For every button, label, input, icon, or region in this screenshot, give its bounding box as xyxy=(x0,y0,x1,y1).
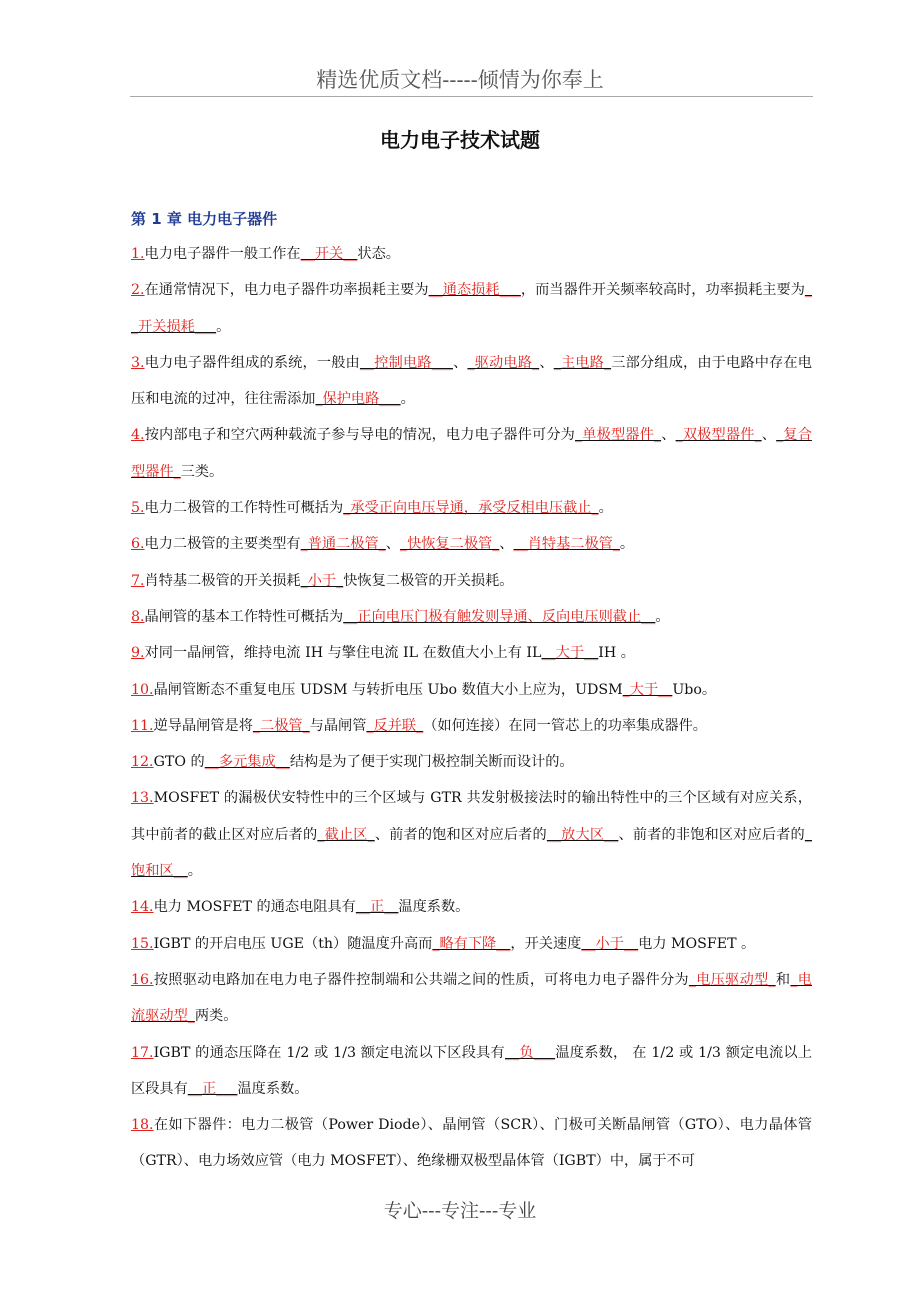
answer-blank: _截止区_ xyxy=(317,826,375,843)
question-text: 与晶闸管 xyxy=(309,717,367,734)
document-title: 电力电子技术试题 xyxy=(380,128,540,152)
question-text: 、 xyxy=(452,354,468,371)
answer-blank: _双极型器件_ xyxy=(675,427,762,444)
question-text: 晶闸管断态不重复电压 UDSM 与转折电压 Ubo 数值大小上应为，UDSM xyxy=(153,681,623,698)
page-header: 精选优质文档-----倾情为你奉上 xyxy=(316,68,604,92)
question-item xyxy=(131,635,812,671)
answer-blank: _小于_ xyxy=(300,572,344,589)
question-number: 6. xyxy=(131,536,145,553)
answer-blank: _单极型器件_ xyxy=(575,427,662,444)
answer-blank: _略有下降__ xyxy=(432,935,511,952)
answer-blank: __开关损耗___ xyxy=(131,282,812,335)
answer-blank: _二极管_ xyxy=(252,717,310,734)
question-text: 按内部电子和空穴两种载流子参与导电的情况，电力电子器件可分为 xyxy=(144,427,576,444)
question-item xyxy=(131,708,812,744)
question-text: 结构是为了便于实现门极控制关断而设计的。 xyxy=(289,754,574,771)
answer-blank: _快恢复二极管_ xyxy=(399,536,500,553)
answer-blank: _驱动电路_ xyxy=(467,354,540,371)
question-text: 三类。 xyxy=(180,463,224,480)
question-item xyxy=(131,563,812,599)
question-item xyxy=(131,417,812,490)
answer-blank: __肖特基二极管_ xyxy=(513,536,620,553)
question-item xyxy=(131,1107,812,1180)
question-text: 三部分组成，由于电路中存在电压和电流的过冲，往往需添加 xyxy=(131,354,812,408)
question-number: 2. xyxy=(131,282,145,299)
question-text: 。 xyxy=(187,863,202,880)
question-text: 、 xyxy=(539,354,554,371)
question-text: 温度系数， 在 1/2 或 1/3 额定电流以上区段具有 xyxy=(131,1044,813,1097)
question-text: 逆导晶闸管是将 xyxy=(153,717,253,734)
question-text: 快恢复二极管的开关损耗。 xyxy=(343,572,514,589)
question-text: 、 xyxy=(499,536,514,553)
question-item xyxy=(131,926,812,962)
question-number: 1. xyxy=(131,246,145,262)
question-text: 电力 MOSFET 。 xyxy=(638,935,756,952)
question-number: 7. xyxy=(131,572,145,589)
question-item xyxy=(131,599,812,635)
answer-blank: _反并联_ xyxy=(366,717,424,734)
question-text: ，开关速度 xyxy=(510,935,582,952)
question-text: 电力二极管的工作特性可概括为 xyxy=(144,500,344,517)
answer-blank: __开关__ xyxy=(300,246,358,262)
question-text: 。 xyxy=(655,608,670,625)
answer-blank: __放大区__ xyxy=(546,826,619,843)
question-text: 和 xyxy=(775,971,791,988)
answer-blank: __正__ xyxy=(355,899,399,916)
question-number: 16. xyxy=(131,971,154,988)
question-text: 晶闸管的基本工作特性可概括为 xyxy=(144,608,344,625)
question-text: 、 xyxy=(761,427,777,444)
question-number: 14. xyxy=(131,899,154,916)
question-text: 两类。 xyxy=(194,1008,238,1025)
question-item xyxy=(131,490,812,526)
answer-blank: _大于__ xyxy=(622,681,673,698)
question-item xyxy=(131,1035,812,1108)
chapter-heading: 第 1 章 电力电子器件 xyxy=(131,210,278,228)
question-text: IGBT 的通态压降在 1/2 或 1/3 额定电流以下区段具有 xyxy=(153,1044,505,1061)
header-divider xyxy=(130,96,813,97)
question-text: 在如下器件：电力二极管（Power Diode）、晶闸管（SCR）、门极可关断晶闸管（GTO）、电力晶体管（GTR）、电力场效应管（电力 MOSFET）、绝缘栅双极型晶体管（IGBT）中，属于不可 xyxy=(131,1117,812,1170)
question-text: 电力电子器件一般工作在 xyxy=(144,246,301,262)
question-text: （如何连接）在同一管芯上的功率集成器件。 xyxy=(423,717,707,734)
question-text: Ubo。 xyxy=(672,681,717,698)
question-text: 。 xyxy=(619,536,635,553)
question-number: 18. xyxy=(131,1117,154,1134)
question-number: 15. xyxy=(131,935,154,952)
question-item xyxy=(131,272,812,345)
question-item xyxy=(131,744,812,780)
question-list xyxy=(131,236,812,1180)
question-item xyxy=(131,962,812,1035)
answer-blank: __通态损耗___ xyxy=(428,282,521,299)
answer-blank: _保护电路___ xyxy=(315,391,401,408)
question-text: 状态。 xyxy=(357,246,400,262)
question-item xyxy=(131,780,812,889)
question-number: 4. xyxy=(131,427,145,444)
question-text: 按照驱动电路加在电力电子器件控制端和公共端之间的性质，可将电力电子器件分为 xyxy=(153,971,689,988)
question-item xyxy=(131,345,812,418)
question-text: GTO 的 xyxy=(153,754,205,771)
question-text: IGBT 的开启电压 UGE（th）随温度升高而 xyxy=(153,935,433,952)
question-text: 温度系数。 xyxy=(237,1080,309,1097)
question-item xyxy=(131,236,812,272)
question-text: 电力二极管的主要类型有 xyxy=(144,536,301,553)
answer-blank: _电流驱动型_ xyxy=(131,971,812,1025)
question-text: 对同一晶闸管，维持电流 IH 与擎住电流 IL 在数值大小上有 IL xyxy=(144,645,542,662)
question-number: 17. xyxy=(131,1044,154,1061)
question-number: 13. xyxy=(131,790,154,807)
question-item xyxy=(131,889,812,925)
question-text: 电力 MOSFET 的通态电阻具有 xyxy=(153,899,356,916)
answer-blank: __正向电压门极有触发则导通、反向电压则截止__ xyxy=(343,608,656,625)
question-text: 电力电子器件组成的系统，一般由 xyxy=(144,354,360,371)
question-text: 、前者的饱和区对应后者的 xyxy=(374,826,547,843)
answer-blank: __多元集成__ xyxy=(204,754,290,771)
answer-blank: __负___ xyxy=(504,1044,556,1061)
question-text: 、前者的非饱和区对应后者的 xyxy=(618,826,805,843)
page-footer: 专心---专注---专业 xyxy=(383,1200,537,1222)
answer-blank: _复合型器件_ xyxy=(131,427,812,480)
answer-blank: _承受正向电压导通，承受反相电压截止_ xyxy=(343,500,599,517)
question-text: 、 xyxy=(661,427,676,444)
question-item xyxy=(131,526,812,562)
answer-blank: _普通二极管_ xyxy=(300,536,386,553)
question-text: 、 xyxy=(385,536,400,553)
answer-blank: _主电路_ xyxy=(553,354,612,371)
question-number: 9. xyxy=(131,645,145,662)
question-number: 10. xyxy=(131,681,154,698)
question-text: 。 xyxy=(400,391,415,408)
answer-blank: __大于__ xyxy=(541,645,599,662)
question-text: 肖特基二极管的开关损耗 xyxy=(144,572,301,589)
question-number: 11. xyxy=(131,717,154,734)
answer-blank: __控制电路___ xyxy=(359,354,453,371)
question-number: 3. xyxy=(131,354,145,371)
answer-blank: _电压驱动型_ xyxy=(688,971,776,988)
question-text: 温度系数。 xyxy=(398,899,470,916)
question-text: 在通常情况下，电力电子器件功率损耗主要为 xyxy=(144,282,429,299)
question-text: ，而当器件开关频率较高时，功率损耗主要为 xyxy=(520,282,805,299)
answer-blank: _饱和区__ xyxy=(131,826,812,880)
question-text: MOSFET 的漏极伏安特性中的三个区域与 GTR 共发射极接法时的输出特性中的三个区域有对应关系，其中前者的截止区对应后者的 xyxy=(131,790,812,843)
question-number: 12. xyxy=(131,754,154,771)
question-number: 5. xyxy=(131,500,145,517)
answer-blank: __小于__ xyxy=(581,935,639,952)
question-item xyxy=(131,672,812,708)
question-text: 。 xyxy=(598,500,613,517)
answer-blank: __正___ xyxy=(187,1080,238,1097)
question-text: 。 xyxy=(216,318,231,335)
question-number: 8. xyxy=(131,608,145,625)
question-text: IH 。 xyxy=(598,645,635,662)
